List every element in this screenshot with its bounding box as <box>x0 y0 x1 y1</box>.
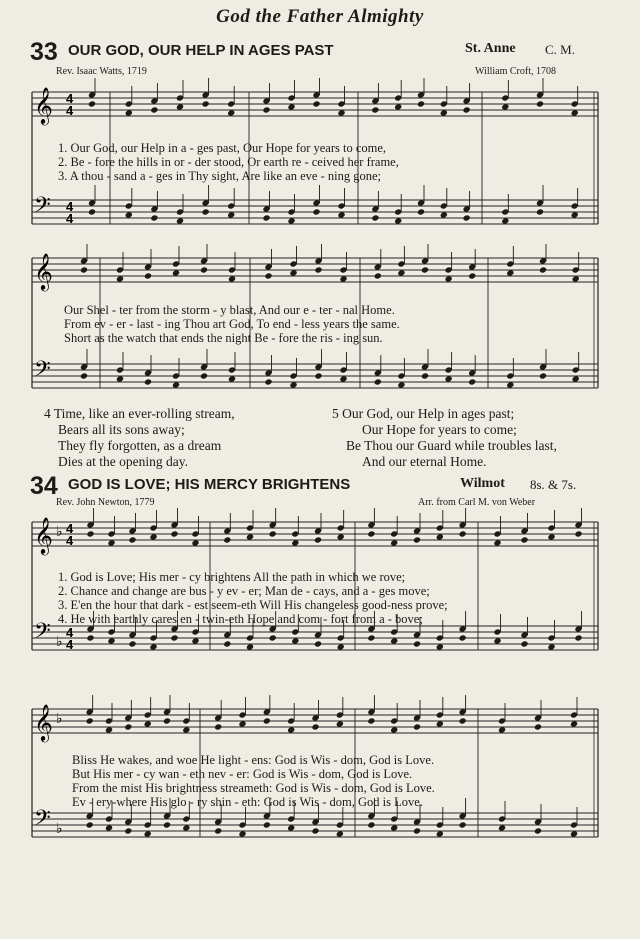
bass-note-head <box>191 637 199 644</box>
bass-note-head <box>570 830 578 837</box>
bass-note-head <box>269 634 277 641</box>
bass-note-head <box>413 640 421 647</box>
bass-note-head <box>125 211 133 218</box>
alto-note-head <box>264 272 272 279</box>
stanza-4-line-1: 4 Time, like an ever-rolling stream, <box>44 406 235 421</box>
alto-note-head <box>337 533 345 540</box>
alto-note-head <box>337 109 345 116</box>
treble-time-sig-bottom: 4 <box>66 103 74 118</box>
hymn-34-s2-line-4: Ev - ery-where His glo - ry shin - eth: God is Wis - dom, God is Love. <box>72 795 423 809</box>
bass-note-head <box>337 211 345 218</box>
alto-note-head <box>223 536 231 543</box>
stanza-4-line-4: Dies at the opening day. <box>58 454 188 469</box>
alto-note-head <box>417 100 425 107</box>
bass-note-head <box>572 375 580 382</box>
bass-time-sig-bottom: 4 <box>66 637 74 652</box>
bass-note-head <box>144 830 152 837</box>
stanza-5-line-2: Our Hope for years to come; <box>362 422 517 437</box>
treble-clef-icon: 𝄞 <box>34 703 53 741</box>
bass-note-head <box>149 643 157 650</box>
bass-note-head <box>287 217 295 224</box>
bass-time-sig-top: 4 <box>66 625 74 640</box>
key-flat-icon: ♭ <box>56 525 63 540</box>
alto-note-head <box>468 272 476 279</box>
alto-note-head <box>291 539 299 546</box>
hymn-33-composer: William Croft, 1708 <box>475 66 556 77</box>
bass-note-head <box>394 217 402 224</box>
bass-note-head <box>172 381 180 388</box>
bass-note-head <box>107 637 115 644</box>
bass-note-head <box>468 378 476 385</box>
hymn-33-s1-line-2: 2. Be - fore the hills in or - der stood, Or earth re - ceived her frame, <box>58 155 399 169</box>
alto-note-head <box>336 720 344 727</box>
alto-note-head <box>493 539 501 546</box>
hymn-33-stanza-4 <box>44 406 235 470</box>
bass-note-head <box>88 208 96 215</box>
treble-time-sig-top: 4 <box>66 521 74 536</box>
bass-note-head <box>421 372 429 379</box>
bass-note-head <box>440 211 448 218</box>
alto-note-head <box>124 723 132 730</box>
bass-clef-icon: 𝄢 <box>34 193 51 223</box>
hymn-33-s1-line-1: 1. Our God, our Help in a - ges past, Our Hope for years to come, <box>58 141 387 155</box>
hymn-33-s2-line-3: Short as the watch that ends the night Be - fore the ris - ing sun. <box>64 331 383 345</box>
alto-note-head <box>172 269 180 276</box>
alto-note-head <box>287 726 295 733</box>
bass-note-head <box>339 375 347 382</box>
bass-note-head <box>287 824 295 831</box>
alto-note-head <box>107 539 115 546</box>
bass-note-head <box>263 821 271 828</box>
bass-note-head <box>262 214 270 221</box>
hymn-34-title: GOD IS LOVE; HIS MERCY BRIGHTENS <box>68 476 351 493</box>
bass-note-head <box>246 643 254 650</box>
stanza-5-line-1: 5 Our God, our Help in ages past; <box>332 406 515 421</box>
alto-note-head <box>547 533 555 540</box>
bass-note-head <box>493 637 501 644</box>
alto-note-head <box>440 109 448 116</box>
alto-note-head <box>287 103 295 110</box>
bass-note-head <box>311 827 319 834</box>
alto-note-head <box>445 275 453 282</box>
alto-note-head <box>144 272 152 279</box>
hymn-34-s1-line-4: 4. He with earthly cares en - twin-eth Hope and com - fort from a - bove; <box>58 612 423 626</box>
alto-note-head <box>182 726 190 733</box>
alto-note-head <box>263 717 271 724</box>
bass-clef-icon: 𝄢 <box>34 806 51 836</box>
bass-note-head <box>314 372 322 379</box>
bass-note-head <box>574 634 582 641</box>
bass-note-head <box>367 634 375 641</box>
alto-note-head <box>88 100 96 107</box>
alto-note-head <box>463 106 471 113</box>
alto-note-head <box>534 723 542 730</box>
bass-note-head <box>520 640 528 647</box>
bass-note-head <box>314 640 322 647</box>
alto-note-head <box>498 726 506 733</box>
bass-note-head <box>459 821 467 828</box>
key-flat-icon: ♭ <box>56 822 63 837</box>
alto-note-head <box>314 536 322 543</box>
alto-note-head <box>228 275 236 282</box>
alto-note-head <box>536 100 544 107</box>
alto-note-head <box>570 720 578 727</box>
bass-note-head <box>539 372 547 379</box>
bass-note-head <box>571 211 579 218</box>
bass-note-head <box>463 214 471 221</box>
alto-note-head <box>339 275 347 282</box>
bass-note-head <box>214 827 222 834</box>
bass-note-head <box>413 827 421 834</box>
hymn-33-title: OUR GOD, OUR HELP IN AGES PAST <box>68 42 334 59</box>
hymn-33-s2-line-2: From ev - er - last - ing Thou art God, To end - less years the same. <box>64 317 400 331</box>
bass-time-sig-bottom: 4 <box>66 211 74 226</box>
treble-clef-icon: 𝄞 <box>34 86 53 124</box>
bass-note-head <box>534 827 542 834</box>
alto-note-head <box>397 269 405 276</box>
alto-note-head <box>86 717 94 724</box>
bass-note-head <box>337 643 345 650</box>
alto-note-head <box>128 536 136 543</box>
bass-note-head <box>547 643 555 650</box>
alto-note-head <box>262 106 270 113</box>
bass-note-head <box>228 375 236 382</box>
hymn-34-s1-line-2: 2. Chance and change are bus - y ev - er; Man de - cays, and a - ges move; <box>58 584 430 598</box>
alto-note-head <box>125 109 133 116</box>
hymn-33-s2-line-1: Our Shel - ter from the storm - y blast, And our e - ter - nal Home. <box>64 303 395 317</box>
bass-note-head <box>227 211 235 218</box>
alto-note-head <box>539 266 547 273</box>
hymn-34-s2-line-2: But His mer - cy wan - eth nev - er: God is Wis - dom, God is Love. <box>72 767 413 781</box>
key-flat-icon: ♭ <box>56 635 63 650</box>
alto-note-head <box>390 726 398 733</box>
alto-note-head <box>105 726 113 733</box>
alto-note-head <box>149 533 157 540</box>
alto-note-head <box>311 723 319 730</box>
alto-note-head <box>571 109 579 116</box>
stanza-5-line-3: Be Thou our Guard while troubles last, <box>346 438 557 453</box>
bass-note-head <box>536 208 544 215</box>
alto-note-head <box>144 720 152 727</box>
alto-note-head <box>176 103 184 110</box>
bass-note-head <box>501 217 509 224</box>
alto-note-head <box>520 536 528 543</box>
alto-note-head <box>116 275 124 282</box>
stanza-5-line-4: And our eternal Home. <box>362 454 487 469</box>
hymn-34-s1-line-1: 1. God is Love; His mer - cy brightens All the path in which we rove; <box>58 570 406 584</box>
alto-note-head <box>150 106 158 113</box>
bass-note-head <box>390 637 398 644</box>
alto-note-head <box>421 266 429 273</box>
bass-note-head <box>436 643 444 650</box>
hymn-34-composer: Arr. from Carl M. von Weber <box>418 497 536 508</box>
bass-note-head <box>506 381 514 388</box>
bass-note-head <box>223 640 231 647</box>
bass-note-head <box>336 830 344 837</box>
bass-note-head <box>390 824 398 831</box>
bass-note-head <box>105 824 113 831</box>
alto-note-head <box>238 720 246 727</box>
alto-note-head <box>506 269 514 276</box>
hymn-33-author: Rev. Isaac Watts, 1719 <box>56 66 147 77</box>
treble-clef-icon: 𝄞 <box>34 516 53 554</box>
alto-note-head <box>394 103 402 110</box>
hymn-34-s2-line-1: Bliss He wakes, and woe He light - ens: God is Wis - dom, God is Love. <box>72 753 435 767</box>
bass-note-head <box>80 372 88 379</box>
alto-note-head <box>413 536 421 543</box>
hymn-34-meter: 8s. & 7s. <box>530 477 577 492</box>
stanza-4-line-2: Bears all its sons away; <box>58 422 185 437</box>
alto-note-head <box>374 272 382 279</box>
bass-time-sig-top: 4 <box>66 199 74 214</box>
bass-note-head <box>124 827 132 834</box>
bass-note-head <box>202 208 210 215</box>
hymn-34-s2-line-3: From the mist His brightness streameth: God is Wis - dom, God is Love. <box>72 781 435 795</box>
alto-note-head <box>163 717 171 724</box>
bass-note-head <box>238 830 246 837</box>
hymn-34-number: 34 <box>30 472 58 500</box>
bass-note-head <box>445 375 453 382</box>
alto-note-head <box>390 539 398 546</box>
alto-note-head <box>371 106 379 113</box>
bass-note-head <box>150 214 158 221</box>
bass-clef-icon: 𝄢 <box>34 357 51 387</box>
bass-note-head <box>459 634 467 641</box>
alto-note-head <box>289 269 297 276</box>
alto-note-head <box>200 266 208 273</box>
bass-note-head <box>182 824 190 831</box>
bass-note-head <box>367 821 375 828</box>
bass-note-head <box>312 208 320 215</box>
page-header: God the Father Almighty <box>216 6 424 27</box>
alto-note-head <box>227 109 235 116</box>
stanza-4-line-3: They fly forgotten, as a dream <box>58 438 222 453</box>
alto-note-head <box>459 530 467 537</box>
alto-note-head <box>269 530 277 537</box>
bass-note-head <box>371 214 379 221</box>
alto-note-head <box>436 533 444 540</box>
bass-note-head <box>264 378 272 385</box>
bass-note-head <box>397 381 405 388</box>
alto-note-head <box>459 717 467 724</box>
treble-clef-icon: 𝄞 <box>34 252 53 290</box>
hymn-33-number: 33 <box>30 38 58 66</box>
bass-note-head <box>176 217 184 224</box>
alto-note-head <box>436 720 444 727</box>
hymn-33-tune: St. Anne <box>465 41 516 56</box>
hymn-33-meter: C. M. <box>545 42 575 57</box>
alto-note-head <box>246 533 254 540</box>
bass-note-head <box>200 372 208 379</box>
alto-note-head <box>572 275 580 282</box>
hymn-33-s1-line-3: 3. A thou - sand a - ges in Thy sight, Are like an eve - ning gone; <box>58 169 381 183</box>
alto-note-head <box>86 530 94 537</box>
alto-note-head <box>367 717 375 724</box>
alto-note-head <box>191 539 199 546</box>
bass-note-head <box>498 824 506 831</box>
treble-time-sig-top: 4 <box>66 91 74 106</box>
alto-note-head <box>214 723 222 730</box>
treble-time-sig-bottom: 4 <box>66 533 74 548</box>
alto-note-head <box>367 530 375 537</box>
bass-note-head <box>289 381 297 388</box>
bass-note-head <box>86 821 94 828</box>
bass-note-head <box>374 378 382 385</box>
alto-note-head <box>80 266 88 273</box>
hymn-34-author: Rev. John Newton, 1779 <box>56 497 155 508</box>
alto-note-head <box>314 266 322 273</box>
alto-note-head <box>501 103 509 110</box>
alto-note-head <box>574 530 582 537</box>
alto-note-head <box>312 100 320 107</box>
hymn-34-s1-line-3: 3. E'en the hour that dark - est seem-eth Will His changeless good-ness prove; <box>58 598 448 612</box>
bass-note-head <box>417 208 425 215</box>
bass-note-head <box>116 375 124 382</box>
hymn-33-stanza-5 <box>332 406 557 470</box>
hymn-34-tune: Wilmot <box>460 476 505 491</box>
bass-note-head <box>291 637 299 644</box>
bass-note-head <box>144 378 152 385</box>
alto-note-head <box>413 723 421 730</box>
bass-note-head <box>163 821 171 828</box>
bass-note-head <box>170 634 178 641</box>
key-flat-icon: ♭ <box>56 712 63 727</box>
bass-note-head <box>128 640 136 647</box>
alto-note-head <box>202 100 210 107</box>
alto-note-head <box>170 530 178 537</box>
bass-clef-icon: 𝄢 <box>34 619 51 649</box>
bass-note-head <box>86 634 94 641</box>
bass-note-head <box>436 830 444 837</box>
